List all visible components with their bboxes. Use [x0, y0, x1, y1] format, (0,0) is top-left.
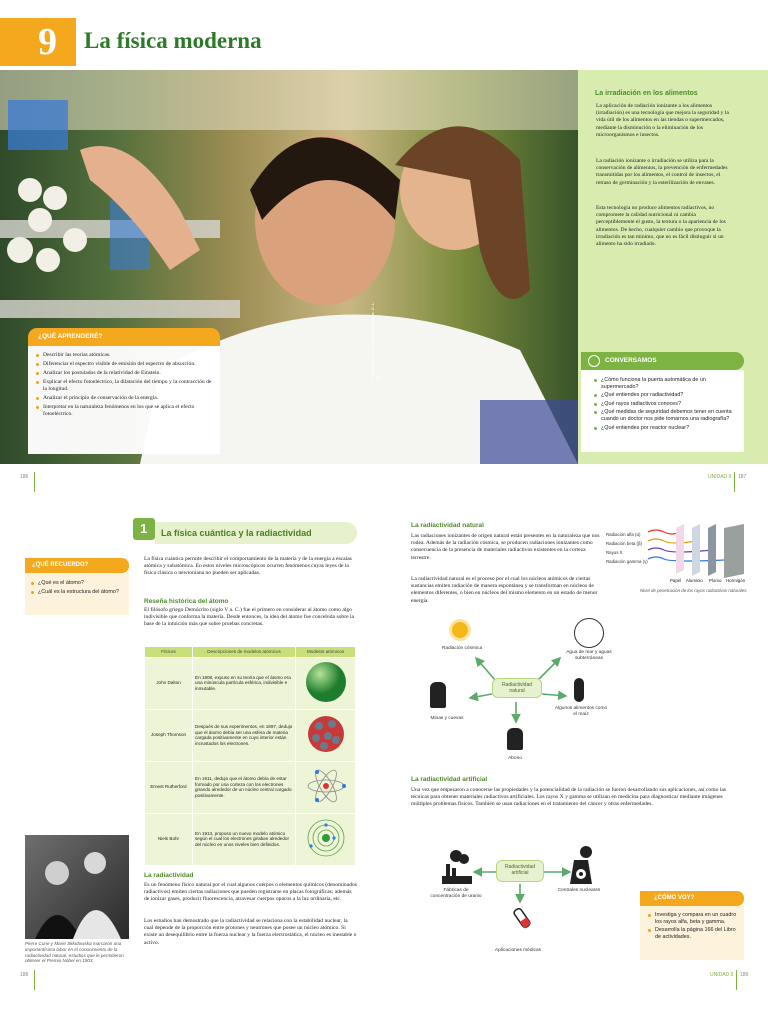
physicist-name: John Dalton — [145, 657, 193, 709]
conversamos-item: ¿Qué medidas de seguridad debemos tener en cuenta cuando un doctor nos pide tomarnos una radiografía? — [594, 409, 734, 422]
model-description: En 1913, propuso un nuevo modelo atómico según el cual los electrones giraban alrededor del núcleo en unos niveles bien definidos. — [193, 813, 296, 865]
curie-photo — [25, 835, 129, 939]
material-label: Aluminio — [686, 578, 703, 583]
radiactividad-p1: Es un fenómeno físico natural por el cual algunos cuerpos o elementos químicos (denominados radiactivos) emiten ciertas radiaciones que pueden registrarse en placas fotográficas; además de ionizar gases, producir fluorescencia, atravesar cuerpos opacos a la luz ordinaria, etc. — [144, 882, 357, 903]
footer-bottom-right: 189 — [740, 972, 749, 978]
natural-center-box: Radiactividad natural — [492, 678, 542, 698]
ray-label: Radiación gamma (γ) — [606, 559, 648, 564]
model-description: Después de sus experimentos, en 1897, dedujo que el átomo debía ser una esfera de materia cargada positivamente en cuyo interior están incrustados los electrones. — [193, 709, 296, 761]
model-description: En 1911, dedujo que el átomo debía de estar formado por una corteza con los electrones girando alrededor de un núcleo central cargado positivamente. — [193, 761, 296, 813]
factory-icon — [442, 850, 472, 884]
table-row — [145, 813, 356, 865]
irradiation-title: La irradiación en los alimentos — [595, 90, 698, 97]
diagram-node: Aplicaciones médicas — [494, 948, 542, 953]
comovoy-title: ¿CÓMO VOY? — [654, 895, 695, 901]
thomson-model-image — [296, 709, 356, 761]
conversamos-item: ¿Qué entiendes por radiactividad? — [594, 392, 734, 399]
sun-icon — [452, 622, 468, 638]
aprendere-item: Analizar el principio de conservación de la energía. — [36, 395, 214, 402]
footer-top-divider-left — [34, 472, 35, 492]
physicist-name: Joseph Thomson — [145, 709, 193, 761]
recuerdo-title: ¿QUÉ RECUERDO? — [32, 562, 89, 568]
diagram-node: Algunos alimentos como el maíz — [554, 706, 608, 717]
aprendere-title: ¿QUÉ APRENDERÉ? — [38, 333, 103, 340]
material-label: Papel — [670, 578, 682, 583]
diagram-node: Centrales nucleares — [557, 888, 601, 893]
table-row — [145, 709, 356, 761]
comovoy-item: Desarrolla la página 166 del Libro de actividades. — [648, 927, 740, 940]
dalton-model-image — [296, 657, 356, 709]
artificial-title: La radiactividad artificial — [411, 776, 488, 783]
physicist-name: Ernest Rutherford — [145, 761, 193, 813]
artificial-text: Una vez que empezaron a conocerse las propiedades y la potencialidad de la radiación se fueron desarrollando sus aplicaciones, así como las técnicas para obtener materiales radiactivos artificiales. Los rayos X y gamma se utilizan en medicina para diagnosticar mediante imágenes múltiples problemas físicos. También se usan radiaciones en el tratamiento del cáncer y otras enfermedades. — [411, 787, 726, 808]
comovoy-item: Investiga y compara en un cuadro los rayos alfa, beta y gamma. — [648, 912, 740, 925]
table-header: Modelos atómicos — [296, 647, 356, 658]
aprendere-item: Explicar el efecto fotoeléctrico, la dilatación del tiempo y la contracción de la longitud. — [36, 379, 214, 393]
water-icon — [574, 618, 604, 648]
ray-label: Rayos X — [606, 550, 623, 555]
chapter-number: 9 — [38, 21, 57, 63]
bohr-model-image — [296, 813, 356, 865]
aprendere-item: Analizar los postulados de la relatividad de Einstein. — [36, 370, 214, 377]
aprendere-list — [36, 352, 214, 420]
recuerdo-list — [31, 580, 123, 597]
conversamos-item: ¿Cómo funciona la puerta automática de un supermercado? — [594, 377, 734, 390]
ray-label: Radiación beta (β) — [606, 541, 642, 546]
physicist-name: Niels Bohr — [145, 813, 193, 865]
footer-bottom-right-label: UNIDAD 9 — [710, 972, 734, 978]
diagram-node: Agua de mar y aguas subterráneas — [566, 650, 612, 661]
material-label: Hormigón — [726, 578, 746, 583]
corn-icon — [574, 678, 584, 702]
footer-top-divider-right — [734, 472, 735, 492]
table-header: Descripciones de modelos atómicos — [193, 647, 296, 658]
aprendere-item: Diferenciar el espectro visible de emisión del espectro de absorción. — [36, 361, 214, 368]
natural-p2: La radiactividad natural es el proceso por el cual los núcleos atómicos de ciertas sustancias emiten radiación de manera espontánea y se transforman en núcleos de elementos diferentes, o bien en núcleos del mismo elemento en un estado de menor energía. — [411, 576, 598, 604]
miner-icon — [430, 682, 446, 708]
artificial-center-box: Radiactividad artificial — [496, 860, 544, 882]
footer-bottom-divider-left — [34, 970, 35, 990]
intro-text: La física cuántica permite describir el comportamiento de la materia y de la energía a escalas atómica y subatómica. En estos niveles microscópicos ocurren fenómenos cuyas leyes de la física clásica o newtoniana no pueden ser aplicadas. — [144, 556, 352, 577]
table-row — [145, 761, 356, 813]
aprendere-item: Interpretar en la naturaleza fenómenos en los que se aplica el efecto fotoeléctrico. — [36, 404, 214, 418]
resena-text: El filósofo griego Demócrito (siglo V a. C.) fue el primero en considerar al átomo como algo indivisible que conforma la materia. Desde entonces, la idea del átomo fue concebida sobre la base de la intuición más que sobre pruebas concretas. — [144, 607, 354, 628]
chapter-title: La física moderna — [84, 28, 262, 53]
rutherford-model-image — [296, 761, 356, 813]
aprendere-item: Describir las teorías atómicas. — [36, 352, 214, 359]
ray-label: Radiación alfa (α) — [606, 532, 641, 537]
section-number: 1 — [140, 521, 148, 536]
irradiation-p1: La aplicación de radiación ionizante a los alimentos (irradiación) es una tecnología que mejora la seguridad y la vida útil de los alimentos en las tiendas o supermercados, mediante la disminución o la eliminación de los microorganismos e insectos. — [596, 103, 729, 138]
natural-p1: Las radiaciones ionizantes de origen natural están presentes en la naturaleza que nos rodea. Además de la radiación cósmica, se producen radiaciones ionizantes como consecuencia de la presencia de materiales radiactivos existentes en la corteza terrestre. — [411, 533, 600, 561]
recuerdo-item: ¿Cuál es la estructura del átomo? — [31, 589, 123, 596]
diagram-node: Minas y cuevas — [430, 716, 464, 721]
footer-top-right-label: UNIDAD 9 — [708, 474, 732, 480]
conversamos-item: ¿Qué entiendes por reactor nuclear? — [594, 425, 734, 432]
table-header: Físicos — [145, 647, 193, 658]
photo-credit: © Santillana S. A. Prohibido fotocopiar. D. L. 822 — [370, 301, 380, 380]
comovoy-list — [648, 912, 740, 942]
footer-top-left: 186 — [20, 474, 29, 480]
conversamos-item: ¿Qué rayos radiactivos conoces? — [594, 401, 734, 408]
section-title: La física cuántica y la radiactividad — [161, 528, 312, 538]
fertilizer-icon — [507, 728, 523, 750]
atomic-models-table — [144, 646, 356, 866]
table-row — [145, 657, 356, 709]
conversamos-list — [594, 377, 734, 433]
footer-bottom-left: 188 — [20, 972, 29, 978]
natural-title: La radiactividad natural — [411, 522, 484, 529]
irradiation-p2: La radiación ionizante o irradiación se utiliza para la conservación de alimentos, la prevención de enfermedades transmitidas por los alimentos, el control de insectos, el retraso de germinación y la esterilización de envases. — [596, 158, 728, 186]
material-label: Plomo — [709, 578, 722, 583]
test-tube-icon — [510, 908, 532, 930]
people-icon — [588, 355, 600, 367]
radiactividad-p2: Los estudios han demostrado que la radiactividad se relaciona con la estabilidad nuclear, la cual depende de la proporción entre protones y neutrones que posee un núcleo atómico. Si existe un desequilibrio entre la fuerza nuclear y la fuerza electrostática, el núcleo es inestable o activo. — [144, 918, 357, 946]
curie-caption: Pierre Curie y Marie Skłodowska marcaron una importantísima labor en el conocimiento de la radiactividad natural, estudios que le permitieron obtener el Premio Nóbel en 1903. — [25, 941, 124, 964]
radiactividad-title: La radiactividad — [144, 872, 194, 879]
rays-caption: Nivel de penetración de los rayos radiactivos naturales. — [640, 588, 748, 593]
footer-top-right: 187 — [738, 474, 747, 480]
conversamos-title: CONVERSAMOS — [605, 357, 657, 364]
recuerdo-item: ¿Qué es el átomo? — [31, 580, 123, 587]
nuclear-plant-icon — [566, 846, 596, 884]
diagram-node: Radiación cósmica — [441, 646, 483, 651]
diagram-node: Abono — [508, 756, 522, 761]
resena-title: Reseña histórica del átomo — [144, 598, 229, 605]
footer-bottom-divider-right — [736, 970, 737, 990]
diagram-node: Fábricas de concentración de uranio — [430, 888, 482, 899]
irradiation-p3: Esta tecnología no produce alimentos radiactivos, no compromete la calidad nutricional ni cambia perceptiblemente el gusto, la textura o la apariencia de los alimentos. De hecho, cualquier cambio que provoque la irradiación es tan mínimo, que no es fácil distinguir si un alimento ha sido irradiado. — [596, 205, 726, 248]
model-description: En 1808, expuso en su teoría que el átomo era una minúscula partícula esférica, indivisible e inmutable. — [193, 657, 296, 709]
